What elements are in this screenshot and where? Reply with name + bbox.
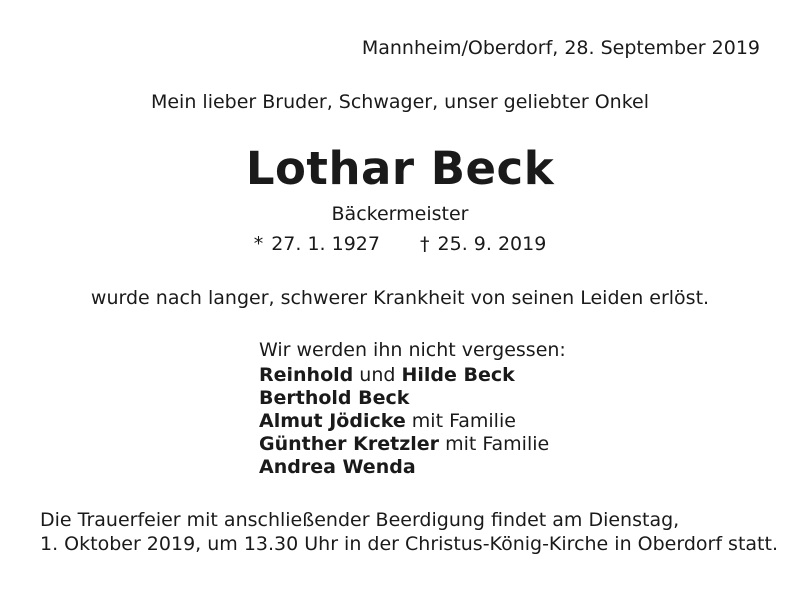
death-cross-symbol: † [420,233,430,255]
mourner-name: Almut Jödicke [259,410,406,432]
mourner-name: Günther Kretzler [259,433,440,455]
mourners-block [259,339,566,479]
death-sentence: wurde nach langer, schwerer Krankheit von seinen Leiden erlöst. [90,287,710,309]
mourner-line [259,433,566,456]
mourner-suffix: mit Familie [439,433,550,455]
deceased-profession: Bäckermeister [331,203,469,225]
mourner-name: Berthold Beck [259,387,410,409]
intro-line: Mein lieber Bruder, Schwager, unser geliebter Onkel [150,91,650,113]
mourner-suffix: mit Familie [405,410,516,432]
mourner-line [259,364,566,387]
funeral-line-2: 1. Oktober 2019, um 13.30 Uhr in der Christus-König-Kirche in Oberdorf statt. [40,533,778,555]
death-date-group [420,233,546,255]
funeral-line-1: Die Trauerfeier mit anschließender Beerdigung findet am Dienstag, [40,509,680,531]
death-date: 25. 9. 2019 [437,233,547,255]
place-and-date: Mannheim/Oberdorf, 28. September 2019 [361,37,760,59]
birth-symbol: * [253,233,264,255]
birth-date: 27. 1. 1927 [271,233,380,255]
birth-date-group [254,233,386,255]
mourners-heading: Wir werden ihn nicht vergessen: [259,339,566,361]
mourner-line [259,410,566,433]
mourner-name: Andrea Wenda [259,456,416,478]
deceased-name: Lothar Beck [245,142,555,195]
mourner-line [259,387,566,410]
life-dates [0,232,800,256]
mourner-name: Reinhold [259,364,354,386]
mourner-line [259,456,566,479]
funeral-announcement [40,508,778,556]
mourner-joiner: und [353,364,402,386]
mourner-name: Hilde Beck [401,364,515,386]
